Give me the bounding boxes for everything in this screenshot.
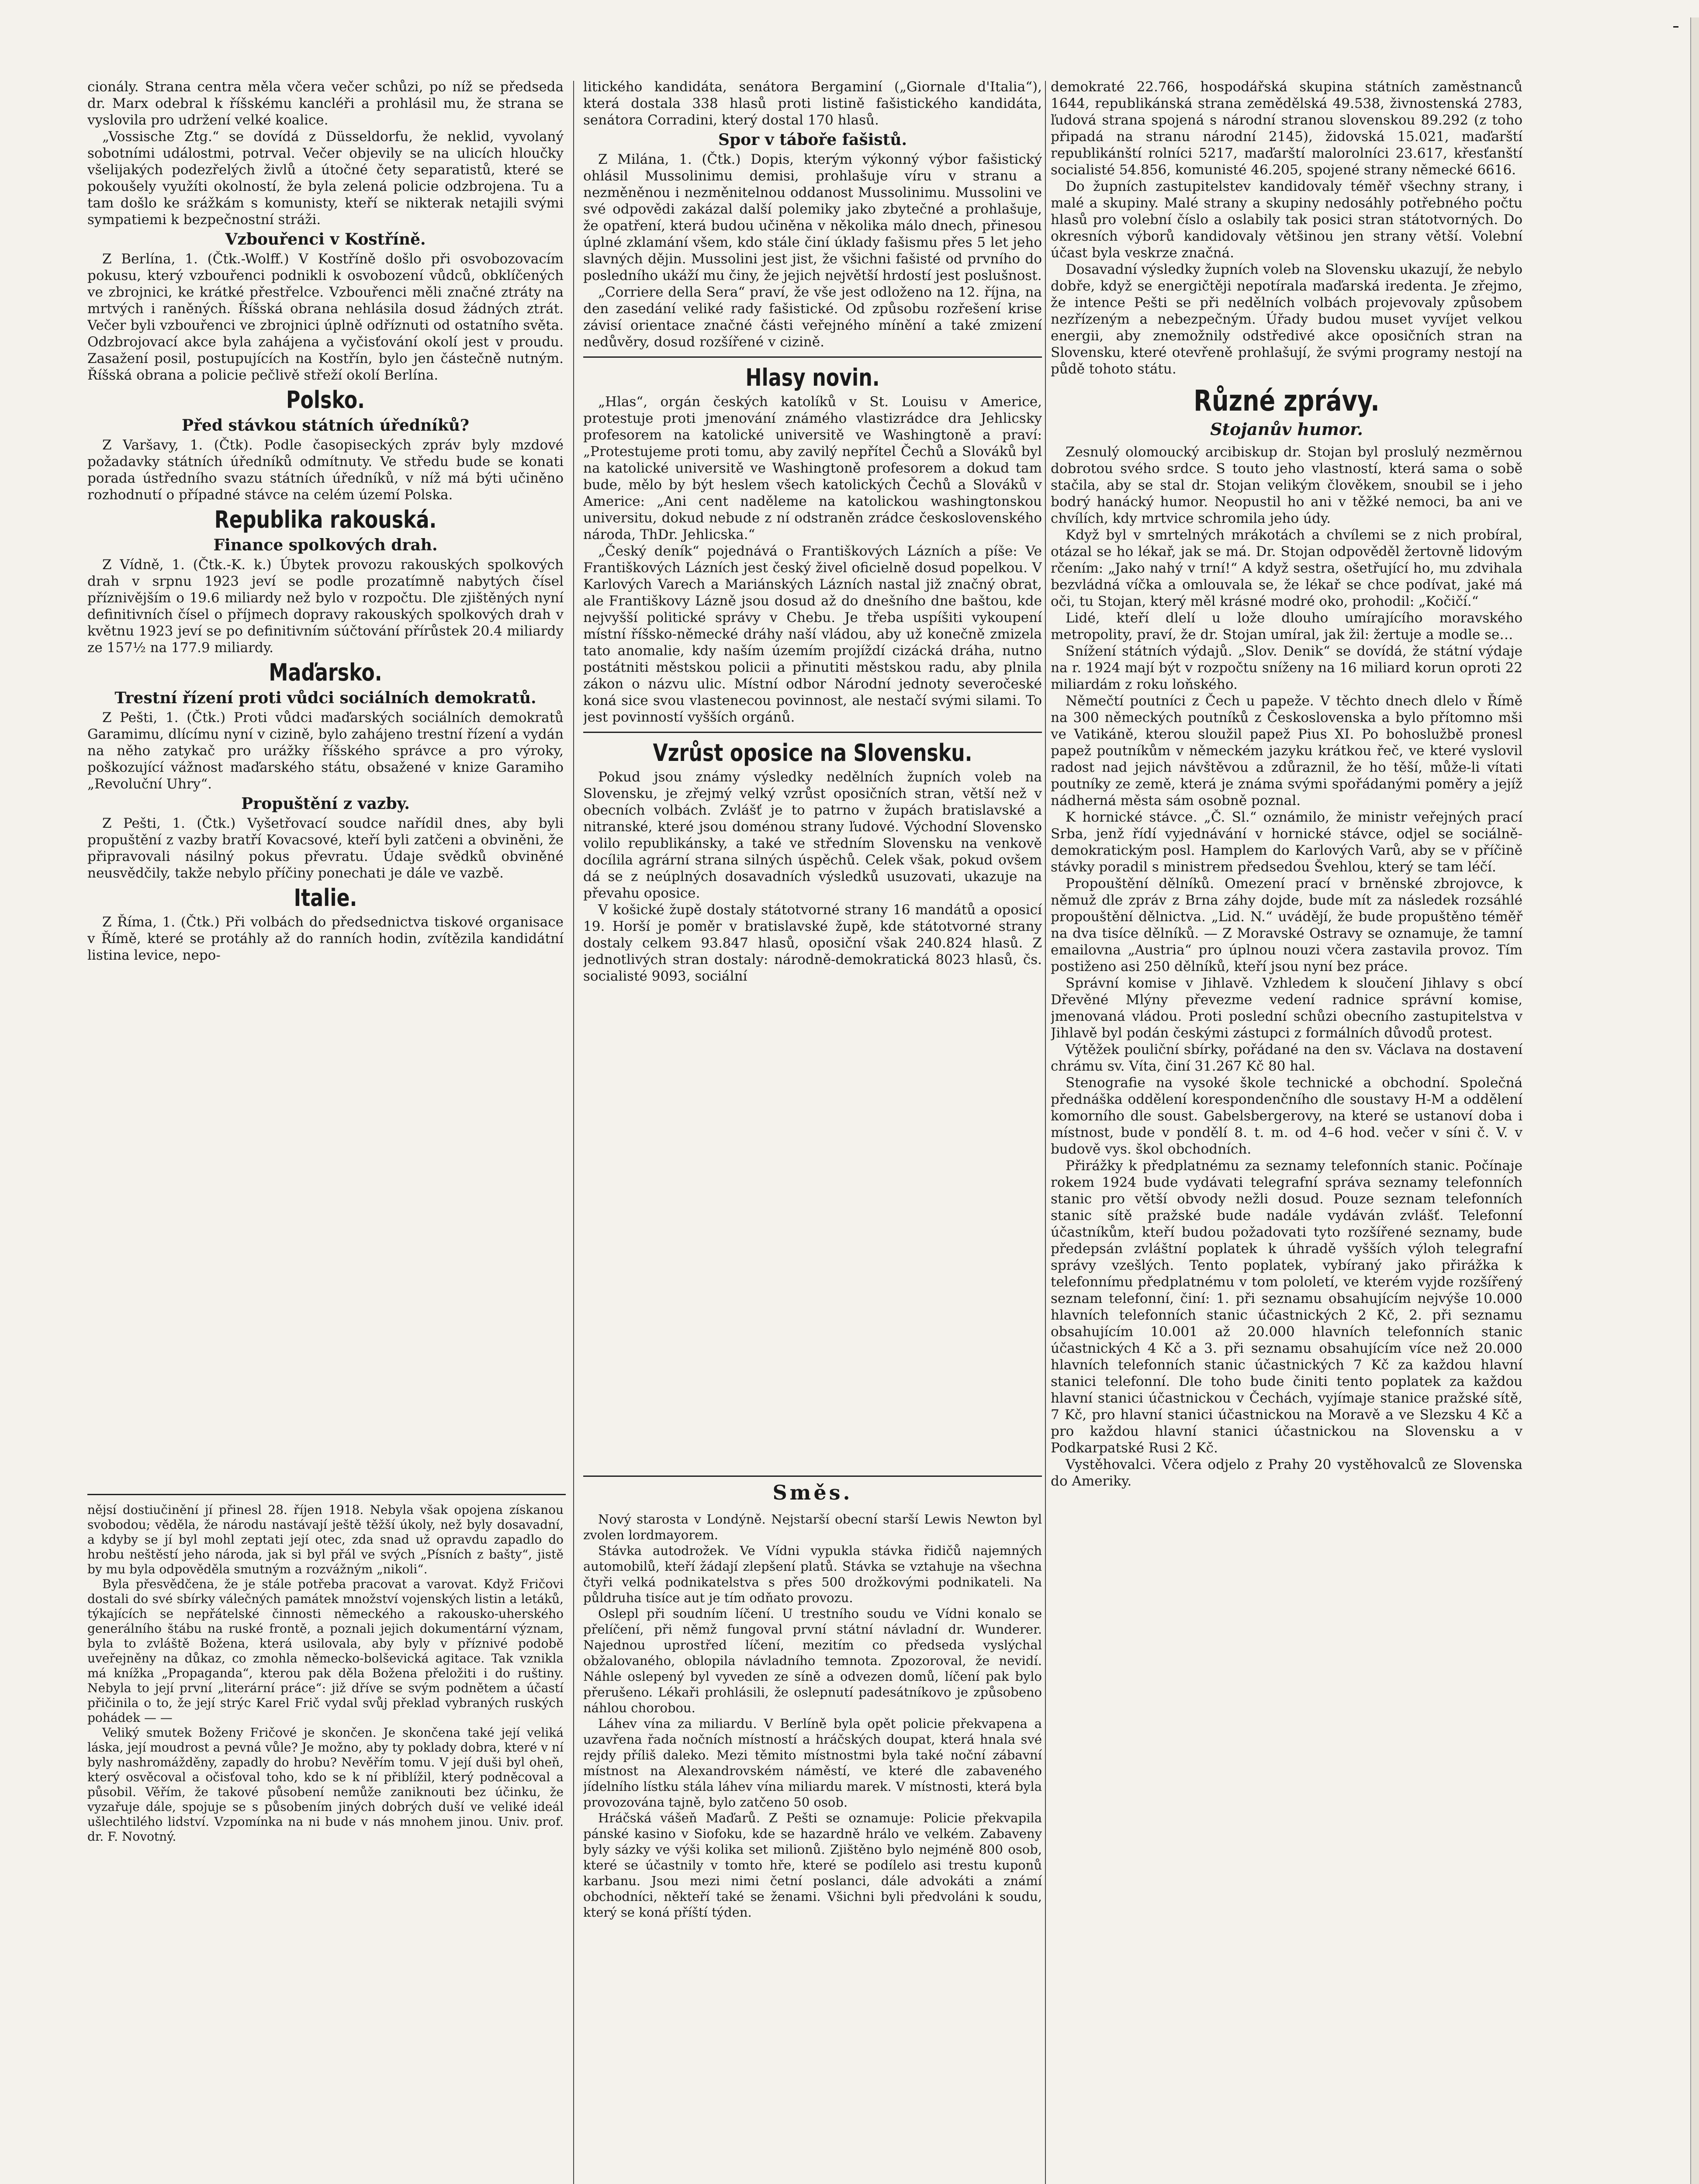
paragraph: V košické župě dostaly státotvorné strany 16 mandátů a oposicí 19. Horší je poměr v bratislavské župě, kde státotvorné strany dostaly celkem 93.847 hlasů, oposiční však 240.824 hlasů. Z jednotlivých stran dostaly: národně-demokratická 8023 hlasů, čs. socialisté 9093, sociální [583,902,1042,984]
paragraph: cionály. Strana centra měla včera večer schůzi, po níž se předseda dr. Marx odebral k říšskému kancléři a prohlásil mu, že strana se vyslovila pro udržení velké koalice. [87,79,564,128]
headline-stojanuv-humor: Stojanův humor. [1210,419,1363,439]
headline-italie: Italie. [294,884,357,912]
section-rule-left [87,1494,566,1495]
headline-propusteni: Propuštění z vazby. [241,795,410,813]
paragraph: Veliký smutek Boženy Fričové je skončen. Je skončena také její veliká láska, její moudrost a pevná vůle? Je možno, aby ty poklady dobra, které v ní byly nashromážděny, zapadly do hrobu? Nevěřím tomu. V její duši byl oheň, který osvěcoval a očisťoval toho, kdo se k ní přiblížil, který podněcoval a působil. Věřím, že takové působení nemůže zaniknouti bez účinku, že vyzařuje dále, spojuje se s působením jiných dobrých duší ve veliké ideál ušlechtilého lidství. Vzpomínka na ni bude v nás mnohem jinou. Univ. prof. dr. F. Novotný. [87,1725,564,1844]
corner-mark [1673,26,1678,28]
headline-hlasy-novin: Hlasy novin. [745,364,880,391]
headline-trestni-rizeni: Trestní řízení proti vůdci sociálních demokratů. [114,689,536,707]
paragraph: litického kandidáta, senátora Bergaminí („Giornale d'Italia“), která dostala 338 hlasů proti listině fašistického kandidáta, senátora Corradini, který dostal 170 hlasů. [583,79,1042,128]
paragraph: Lidé, kteří dlelí u lože dlouho umírajícího moravského metropolity, praví, že dr. Stojan umíral, jak žil: žertuje a modle se… [1051,610,1523,643]
paragraph: Z Varšavy, 1. (Čtk). Podle časopiseckých zpráv byly mzdové požadavky státních úředníků odmítnuty. Ve středu bude se konati porada ústředního svazu státních úředníků, v níž má býti učiněno rozhodnutí o případné stávce na celém území Polska. [87,437,564,503]
paragraph: Když byl v smrtelných mrákotách a chvílemi se z nich probíral, otázal se ho lékař, jak se má. Dr. Stojan odpověděl žertovně lidovým rčením: „Jako nahý v trní!“ A když sestra, ošetřující ho, mu zdvihala bezvládná víčka a omlouvala se, že lékař se chce podívat, jaké má oči, tu Stojan, který měl krásné modré oko, prohodil: „Kočičí.“ [1051,527,1523,609]
news-item: Nový starosta v Londýně. Nejstarší obecní starší Lewis Newton byl zvolen lordmayorem. [583,1512,1042,1542]
paragraph: Z Pešti, 1. (Čtk.) Proti vůdci maďarských sociálních demokratů Garamimu, dlícímu nyní v cizině, bylo zahájeno trestní řízení a vydán na něho zatykač pro urážky říšského správce a pro výroky, poškozující vážnost maďarského státu, obsažené v knize Garamiho „Revoluční Uhry“. [87,710,564,792]
news-item: Stenografie na vysoké škole technické a obchodní. Společná přednáška oddělení korespondenčního dle soustavy H-M a oddělení komorního dle soust. Gabelsbergerovy, na které se ustanoví doba i místnost, bude v pondělí 8. t. m. od 4–6 hod. večer v síni č. V. v budově vys. škol obchodních. [1051,1075,1523,1157]
paragraph: Byla přesvědčena, že je stále potřeba pracovat a varovat. Když Fričovi dostali do své sbírky válečných památek množství vojenských listin a letáků, týkajících se nepřátelské činnosti německého a rakousko-uherského generálního štábu na ruské frontě, a poznali jejich dokumentární význam, byla to zvláště Božena, která usilovala, aby byly v příznivé podobě uveřejněny na důkaz, co zmohla německo-bolševická agitace. Tak vznikla má knížka „Propaganda“, kterou pak děla Božena přeložiti i do ruštiny. Nebyla to její první „literární práce“: již dříve se svým podnětem a účastí přičinila o to, že její strýc Karel Frič vydal svůj překlad vybraných ruských pohádek — — [87,1577,564,1725]
paragraph: nějsí dostiučinění jí přinesl 28. říjen 1918. Nebyla však opojena získanou svobodou; věděla, že národu nastávají ještě těžší úkoly, než byly dosavadní, a kdyby se jí byl mohl zeptati její otec, zda snad už opravdu zapadlo do hrobu neštěstí jeho národa, jak si byl přál ve svých „Písních z bašty“, jistě by mu byla odpověděla smutným a rozvážným „nikoli“. [87,1503,564,1576]
paragraph: Pokud jsou známy výsledky nedělních župních voleb na Slovensku, je zřejmý velký vzrůst oposičních stran, větší než v obecních volbách. Zvlášť je to patrno v župách bratislavské a nitranské, které jsou doménou strany ľudové. Východní Slovensko volilo republikánsky, a také ve středním Slovensku na venkově docílila agrární strana silných úspěchů. Celek však, pokud ovšem dá se z neúplných dosavadních výsledků usuzovati, ukazuje na převahu oposice. [583,769,1042,901]
paragraph: „Hlas“, orgán českých katolíků v St. Louisu v Americe, protestuje proti jmenování známého vlastizrádce dra Jehlicsky profesorem na katolické universitě ve Washingtoně a praví: „Protestujeme proti tomu, aby zavilý nepřítel Čechů a Slováků byl na katolické universitě ve Washingtoně profesorem a dokud tam bude, mělo by být heslem všech katolických Čechů a Slováků v Americe: „Ani cent naděleme na katolickou washingtonskou universitu, dokud nebude z ní odstraněn zrádce československého národa, ThDr. Jehlicska.“ [583,394,1042,543]
headline-vzrust-oposice: Vzrůst oposice na Slovensku. [653,739,972,767]
divider [583,732,1042,733]
news-item: Přirážky k předplatnému za seznamy telefonních stanic. Počínaje rokem 1924 bude vydávati telegrafní správa seznamy telefonních stanic pro větší obvody nežli dosud. Pouze seznam telefonních stanic sítě pražské bude nadále vydáván zvlášť. Telefonní účastníkům, kteří budou požadovati tyto rozšířené seznamy, bude předepsán zvláštní poplatek k úhradě vyšších výloh telegrafní správy vzešlých. Tento poplatek, vybíraný jako přirážka k telefonnímu předplatnému v tom pololetí, ve kterém vyjde rozšířený seznam telefonní, činí: 1. při seznamu obsahujícím nejvýše 10.000 hlavních telefonních stanic účastnických 2 Kč, 2. při seznamu obsahujícím 10.001 až 20.000 hlavních telefonních stanic účastnických 4 Kč a 3. při seznamu obsahujícím více než 20.000 hlavních telefonních stanic účastnických 7 Kč za každou hlavní stanici telefonní. Dle toho bude činiti tento poplatek za každou hlavní stanici účastnickou v Čechách, vyjímaje stanice pražské sítě, 7 Kč, pro hlavní stanici účastnickou na Moravě a ve Slezsku 4 Kč a pro každou hlavní stanici účastnickou na Slovensku a v Podkarpatské Rusi 2 Kč. [1051,1158,1523,1456]
divider [583,356,1042,358]
news-item: Propouštění dělníků. Omezení prací v brněnské zbrojovce, k němuž dle zpráv z Brna záhy dojde, bude mít za následek rozsáhlé propouštění dělnictva. „Lid. N.“ uvádějí, že bude propuštěno téměř na dva tisíce dělníků. — Z Moravské Ostravy se oznamuje, že tamní emailovna „Austria“ pro úplnou nouzi včera zastavila provoz. Tím postiženo asi 250 dělníků, kteří jsou nyní bez práce. [1051,876,1523,975]
news-item: K hornické stávce. „Č. Sl.“ oznámilo, že ministr veřejných prací Srba, jenž řídí vyjednávání v hornické stávce, odjel se sociálně-demokratickým posl. Hamplem do Karlových Varů, aby se v příčině stávky poradil s ministrem předsedou Švehlou, který se tam léčí. [1051,809,1523,875]
page-edge [1690,17,1699,2184]
paragraph: Do župních zastupitelstev kandidovaly téměř všechny strany, i malé a skupiny. Malé strany a skupiny nedosáhly potřebného počtu hlasů pro volební číslo a oslabily tak posici stran státotvorných. Do okresních výborů kandidovaly většinou jen strany větší. Volební účast byla veskrze značná. [1051,179,1523,261]
news-item: Němečtí poutníci z Čech u papeže. V těchto dnech dlelo v Římě na 300 německých poutníků z Československa a bylo přítomno mši ve Vatikáně, kterou sloužil papež Pius XI. Po bohoslužbě pronesl papež poutníkům v německém jazyku krátkou řeč, ve které vyslovil radost nad jejich návštěvou a zdůraznil, že ho těší, může-li vítati poutníky ze země, která je známa svými spořádanými poměry a jejíž nádherná města sám osobně poznal. [1051,693,1523,809]
news-item: Výtěžek pouliční sbírky, pořádané na den sv. Václava na dostavení chrámu sv. Víta, činí 31.267 Kč 80 hal. [1051,1042,1523,1074]
news-item: Stávka autodrožek. Ve Vídni vypukla stávka řidičů najemných automobilů, kteří žádají zlepšení platů. Stávka se vztahuje na všechna čtyři velká podnikatelstva s přes 500 drožkovými podnikateli. Na půldruha tisíce aut je tím odňato provozu. [583,1543,1042,1605]
paragraph: „Český deník“ pojednává o Františkových Lázních a píše: Ve Františkových Lázních jest český živel oficielně dosud popelkou. V Karlových Varech a Mariánských Lázních nastal již značný obrat, ale Františkovy Lázně jsou dosud až do dnešního dne baštou, kde nejvyšší politické správy v Chebu. Je třeba uspíšiti vykoupení místní říšsko-německé dráhy naší vládou, aby už konečně zmizela tato anomalie, kdy naším územím projíždí cizácká dráha, nutno postátniti městskou policii a přinutiti městskou radu, aby plnila zákon o názvu ulic. Místní odbor Národní jednoty severočeské koná sice svou vlastenecou povinnost, ale nestačí svými silami. To jest povinností vyšších orgánů. [583,543,1042,725]
news-item: Správní komise v Jihlavě. Vzhledem k sloučení Jihlavy s obcí Dřevěné Mlýny převezme vedení radnice správní komise, jmenovaná vládou. Proti poslední schůzi obecního zastupitelstva v Jihlavě byl podán českými zástupci z formálních důvodů protest. [1051,975,1523,1041]
paragraph: Z Pešti, 1. (Čtk.) Vyšetřovací soudce nařídil dnes, aby byli propuštění z vazby bratří Kovacsové, kteří byli zatčeni a obviněni, že připravovali násilný pokus převratu. Údaje svědků obviněné neusvědčily, takže nebylo příčiny ponechati je dále ve vazbě. [87,816,564,881]
paragraph: Dosavadní výsledky župních voleb na Slovensku ukazují, že nebylo dobře, když se energičtěji nepotírala maďarská iredenta. Je zřejmo, že intence Pešti se při nedělních volbách projevovaly způsobem nezřízeným a nebezpečným. Úřady budou muset vyvíjet velkou energii, aby znemožnily odstředivé akce oposičních stran na Slovensku, které otevřeně prohlašují, že svými programy nestojí na půdě tohoto státu. [1051,262,1523,377]
news-item: Láhev vína za miliardu. V Berlíně byla opět policie překvapena a uzavřena řada nočních místností a hráčských doupat, která hnala své rejdy příliš daleko. Mezi těmito místnostmi byla také noční zábavní místnost na Alexandrovském náměstí, ve které dle zabaveného jídelního lístku stála láhev vína miliardu marek. V místnosti, která byla provozována tajně, bylo zatčeno 50 osob. [583,1716,1042,1810]
paragraph: „Corriere della Sera“ praví, že vše jest odloženo na 12. října, na den zasedání veliké rady fašistické. Od způsobu rozřešení krise závisí orientace značné části veřejného mínění a také zmizení nedůvěry, dosud rozšířené v cizině. [583,284,1042,350]
paragraph: Z Milána, 1. (Čtk.) Dopis, kterým výkonný výbor fašistický ohlásil Mussolinimu demisi, prohlašuje víru v stranu a nezměněnou i nezměnitelnou oddanost Mussolinimu. Mussolini ve své odpovědi zakázal další polemiky jako zbytečné a prohlašuje, že opatření, která budou učiněna v několika málo dnech, přinesou úplné zklamání všem, kdo stále činí úklady fašismu přes 5 let jeho slavných dějin. Mussolini jest jist, že všichni fašisté od prvního do posledního ukáží mu činy, že jejich největší hrdostí jest poslušnost. [583,152,1042,283]
feuilleton-column [87,1503,564,2184]
news-item: Oslepl při soudním líčení. U trestního soudu ve Vídni konalo se přelíčení, při němž fungoval první státní návladní dr. Wunderer. Najednou uprostřed líčení, mezitím co předseda vyslýchal obžalovaného, oblopila návladního temnota. Zpozoroval, že nevidí. Náhle oslepený byl vyveden ze síně a odvezen domů, líčení pak bylo přerušeno. Lékaři prohlásili, že oslepnutí padesátníkovo je způsobeno náhlou chorobou. [583,1606,1042,1715]
headline-smes: Směs. [772,1481,853,1504]
news-item: Hráčská vášeň Maďarů. Z Pešti se oznamuje: Policie překvapila pánské kasino v Siofoku, kde se hazardně hrálo ve velkém. Zabaveny byly sázky ve výši kolika set milionů. Zjištěno bylo nejméně 800 osob, které se účastnily v tomto hře, které se podílelo asi trestu kuponů karbanu. Jsou mezi nimi četní poslanci, dále advokáti a známí obchodníci, někteří také se ženami. Všichni byli předvoláni k soudu, který se koná příští týden. [583,1811,1042,1920]
news-item: Snížení státních výdajů. „Slov. Denik“ se dovídá, že státní výdaje na r. 1924 mají být v rozpočtu sníženy na 16 miliard korun oproti 22 miliardám z roku loňského. [1051,643,1523,692]
column-rule-2 [1045,81,1046,2184]
paragraph: Zesnulý olomoucký arcibiskup dr. Stojan byl proslulý nezměrnou dobrotou svého srdce. S touto jeho vlastností, která sama o sobě stačila, aby se stal dr. Stojan velikým člověkem, snoubil se i jeho bodrý hanácký humor. Neopustil ho ani v těžké nemoci, ba ani ve chvílích, kdy mrtvice schromila jeho údy. [1051,444,1523,526]
headline-finance: Finance spolkových drah. [213,536,438,554]
column-1 [87,79,564,1485]
paragraph: demokraté 22.766, hospodářská skupina státních zaměstnanců 1644, republikánská strana zemědělská 49.538, živnostenská 2783, ľudová strana spojená s národní stranou slovenskou 89.292 (z toho připadá na stranu národní 2145), židovská 15.021, maďarští republikánští rolníci 5217, maďarští malorolníci 23.617, křesťanští socialisté 54.856, komunisté 46.205, spojené strany německé 6616. [1051,79,1523,178]
headline-stavka: Před stávkou státních úředníků? [181,416,470,435]
column-3 [1051,79,1523,2184]
headline-polsko: Polsko. [286,386,365,414]
headline-spor: Spor v táboře fašistů. [718,131,907,149]
headline-ruzne-zpravy: Různé zprávy. [1194,384,1380,418]
column-2 [583,79,1042,1481]
paragraph: Z Vídně, 1. (Čtk.-K. k.) Úbytek provozu rakouských spolkových drah v srpnu 1923 jeví se podle prozatímně nabytých čísel příznivějším o 19.6 miliardy než bylo v rozpočtu. Dle zjištěných nyní definitivních čísel o příjmech dopravy rakouských spolkových drah v květnu 1923 jeví se po definitivním súčtování přírůstek 20.4 miliardy ze 157½ na 177.9 miliardy. [87,557,564,656]
paragraph: Z Berlína, 1. (Čtk.-Wolff.) V Kostříně došlo při osvobozovacím pokusu, který vzbouřenci podnikli k osvobození vůdců, obklíčených ve zbrojnici, ke krátké přestřelce. Vzbouřenci měli značné ztráty na mrtvých i raněných. Říšská obrana nehlásila dosud žádných ztrát. Večer byli vzbouřenci ve zbrojnici úplně odříznuti od ostatního světa. Odzbrojovací akce byla zahájena a vyčisťování okolí jest v proudu. Zasažení posil, postupujících na Kostřín, bylo jen částečně nutným. Říšská obrana a policie pečlivě střeží okolí Berlína. [87,251,564,383]
headline-madarsko: Maďarsko. [269,659,382,686]
headline-kostrin: Vzbouřenci v Kostříně. [225,230,426,249]
headline-rakousko: Republika rakouská. [214,506,437,533]
paragraph: Z Říma, 1. (Čtk.) Při volbách do předsednictva tiskové organisace v Římě, které se protáhly až do ranních hodin, zvítězila kandidátní listina levice, nepo- [87,914,564,963]
column-rule-1 [573,81,574,2184]
paragraph: „Vossische Ztg.“ se dovídá z Düsseldorfu, že neklid, vyvolaný sobotními událostmi, potrval. Večer objevily se na ulicích hloučky všelijakých podezřelých živlů a útočné čety separatistů, které se pokoušely využíti okolností, že byla zelená policie odzbrojena. Tu a tam došlo ke srážkám s komunisty, kteří se nikterak netajili svými sympatiemi k bezpečnostní stráži. [87,129,564,228]
smes-column [583,1511,1042,2184]
news-item: Vystěhovalci. Včera odjelo z Prahy 20 vystěhovalců ze Slovenska do Ameriky. [1051,1457,1523,1489]
